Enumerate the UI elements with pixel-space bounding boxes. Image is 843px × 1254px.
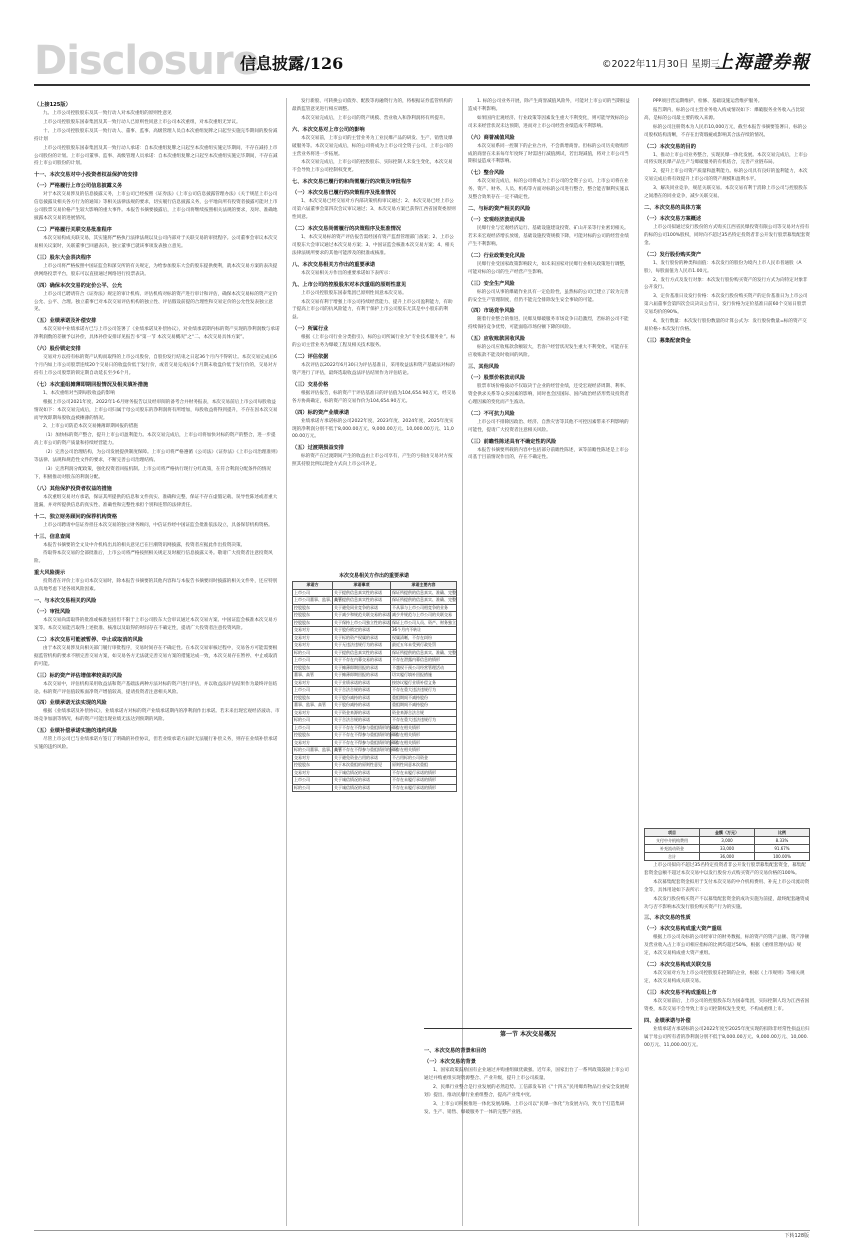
column-3 bbox=[468, 98, 632, 1023]
body-paragraph: 本次交易中，评估机构采用收益法和资产基础法两种方法对标的资产进行评估，并以收益法评估结果作为最终评估结论。标的资产评估值较账面净资产增值较高，提请投资者注意相关风险。 bbox=[34, 681, 278, 695]
section-subheading: （上接125版） bbox=[34, 102, 71, 108]
body-paragraph: 1. 标的公司业务开展，除产生商誉减值风险外，可能对上市公司的当期损益造成不利影响。 bbox=[468, 99, 630, 112]
table-row bbox=[293, 679, 457, 687]
section-subheading: （一）所属行业 bbox=[292, 326, 329, 333]
table-cell: 关于不存在不得参与重组情形的承诺 bbox=[334, 747, 398, 752]
table-row bbox=[293, 694, 457, 702]
masthead-rule bbox=[34, 84, 810, 86]
table-row bbox=[293, 672, 457, 680]
section-subheading: 四、业绩承诺与补偿 bbox=[644, 1017, 691, 1024]
table-cell: 上市公司 bbox=[293, 687, 333, 695]
table-header: 承诺方 bbox=[293, 582, 333, 590]
section-subheading: （一）股票价格波动风险 bbox=[468, 375, 526, 382]
section-subheading: （二）发行股份购买资产 bbox=[644, 251, 702, 258]
body-paragraph: 1、本次重组对当期每股收益的影响 bbox=[43, 390, 115, 396]
body-paragraph: 标的公司注册资本为人民币10,000万元，截至本报告书摘要签署日，标的公司股权结构清晰，不存在出资瑕疵或影响其合法存续的情况。 bbox=[644, 124, 807, 138]
table-cell: 补充流动资金 bbox=[645, 845, 700, 853]
body-paragraph: 民爆行业与宏观经济运行、基础设施建设投资、矿山开采等行业密切相关。若未来宏观经济增长放缓，基础设施投资规模下降，可能对标的公司的经营业绩产生不利影响。 bbox=[468, 226, 629, 247]
table-cell: 关于本次重组的原则性意见 bbox=[333, 762, 391, 770]
section-subheading: （五）业绩承诺及补偿安排 bbox=[34, 318, 97, 325]
table-cell: 控股股东 bbox=[293, 694, 333, 702]
column-2 bbox=[292, 98, 456, 568]
column-1 bbox=[34, 98, 280, 1226]
section-subheading: 十一、本次交易对中小投资者权益保护的安排 bbox=[34, 172, 138, 179]
body-paragraph: 根据上市公司2021年度、2022年1-6月财务报告以及经审阅的备考合并财务报表，本次交易前后上市公司每股收益情况如下：本次交易完成后，上市公司归属于母公司股东的净利润将有所增加，每股收益将得到提升，不存在因本次交易而导致即期每股收益被摊薄的情况。 bbox=[34, 399, 278, 421]
body-paragraph: 2、提升上市公司资产质量和盈利能力。标的公司具有良好的盈利能力，本次交易完成后将有效提升上市公司的资产规模和盈利水平。 bbox=[644, 169, 808, 183]
section-subheading: （三）安全生产风险 bbox=[468, 280, 515, 287]
body-paragraph: 由于本次交易涉及向相关部门履行审批程序，交易时间存在不确定性。在本次交易审核过程中，交易各方可能需要根据监管机构的要求不断完善交易方案，如交易各方无法就完善交易方案的措施达成一致，本次交易存在暂停、中止或取消的可能。 bbox=[34, 645, 278, 667]
table-row bbox=[293, 589, 457, 597]
section-subheading: （二）不可抗力风险 bbox=[468, 410, 515, 417]
section-subheading: （五）过渡期损益安排 bbox=[292, 445, 344, 452]
body-paragraph: 上市公司拟向不超过35名特定投资者非公开发行股票募集配套资金，募集配套资金总额不超过本次交易中以发行股份方式购买资产的交易价格的100%。 bbox=[644, 863, 806, 876]
table-cell: 支付中介机构费用 bbox=[645, 837, 700, 845]
body-paragraph: 本次交易完成后，上市公司的控股股东、实际控制人未发生变化，本次交易不会导致上市公司控制权变更。 bbox=[292, 160, 453, 174]
column-4 bbox=[644, 98, 810, 823]
body-paragraph: 根据《业绩承诺及补偿协议》，业绩承诺方对标的资产业绩承诺期内的净利润作出承诺。若未来出现宏观经济波动、市场竞争加剧等情况，标的资产可能出现业绩无法达到预期的风险。 bbox=[34, 709, 280, 723]
section-subheading: 九、上市公司的控股股东对本次重组的原则性意见 bbox=[292, 281, 407, 288]
table-cell: 控股股东 bbox=[293, 612, 333, 620]
table-row bbox=[293, 604, 457, 612]
table-cell: 合计 bbox=[645, 853, 700, 861]
body-paragraph: 本次交易中业绩承诺方已与上市公司签署了《业绩承诺及补偿协议》，对业绩承诺期内标的资产实现的净利润数与承诺净利润数的差额予以补偿，具体补偿安排详见报告书“第一节 本次交易概况”之“二、本次交易具体方案”。 bbox=[34, 327, 280, 341]
table-cell: 不存在未履行承诺的情形 bbox=[391, 769, 457, 777]
table-row bbox=[293, 597, 457, 605]
table-row bbox=[293, 769, 457, 777]
table-row bbox=[293, 709, 457, 717]
table-cell: 交易对方 bbox=[293, 739, 333, 747]
table-cell: 关于减少和规范关联交易的承诺 bbox=[334, 612, 390, 617]
table-cell: 保证所提供的信息真实、准确、完整 bbox=[392, 589, 456, 595]
body-paragraph: 2、上市公司防范本次交易摊薄即期回报的措施 bbox=[43, 424, 138, 430]
table-cell: 保证上市公司人员、资产、财务独立 bbox=[392, 619, 456, 625]
body-paragraph: 上市公司控股股东国泰集团已原则性同意本次交易。 bbox=[301, 290, 407, 296]
table-cell: 上市公司 bbox=[293, 589, 333, 597]
table-row bbox=[645, 837, 810, 845]
table-cell: 按协议履行业绩补偿义务 bbox=[391, 679, 457, 687]
body-paragraph: 3、上市公司积极推进一体化发展战略。上市公司以“民爆一体化”为发展方向，致力于打造集研发、生产、销售、爆破服务于一体的完整产业链。 bbox=[424, 1101, 625, 1115]
table-cell: 不占用标的公司资金 bbox=[391, 754, 457, 762]
table-cell: 保证所提供的信息真实、准确、完整 bbox=[392, 597, 456, 602]
section-subheading: （二）评估依据 bbox=[292, 354, 329, 361]
body-paragraph: 发行新股、可转换公司债券、配股等再融资行为的，将根据证券监管机构的最新监管意见进行相应调整。 bbox=[292, 99, 453, 112]
table-cell: 关于提供信息真实性的承诺 bbox=[333, 597, 391, 605]
table-cell: 资金来源合法合规 bbox=[391, 709, 457, 717]
table-cell: 不存在重大违法违规行为 bbox=[391, 717, 457, 725]
table-row bbox=[293, 732, 457, 740]
body-paragraph: 标的公司从事的爆破作业具有一定危险性，虽然标的公司已建立了较为完善的安全生产管理制度，但仍不能完全排除发生安全事故的可能。 bbox=[468, 289, 629, 303]
table-cell: 关于不存在内幕交易的承诺 bbox=[333, 657, 391, 665]
table-cell: 不越权干预公司经营管理活动 bbox=[391, 664, 457, 672]
table-header: 金额（万元） bbox=[700, 829, 755, 837]
body-paragraph: （3）完善利润分配政策，强化投资者回报机制。上市公司将严格执行现行分红政策，在符合利润分配条件的情况下，积极推动对股东的利润分配。 bbox=[34, 467, 272, 480]
body-paragraph: 待取得本次交易的全部批准后，上市公司将严格按照相关规定及时履行信息披露义务。敬请广大投资者注意投资风险。 bbox=[34, 551, 273, 565]
section-subheading: （六）股份锁定安排 bbox=[34, 346, 81, 353]
body-paragraph: 1、推动上市公司业务整合，实现民爆一体化发展。本次交易完成后，上市公司将实现民爆产品生产与爆破服务的有机结合，完善产业链布局。 bbox=[644, 152, 808, 166]
table-cell: 交易对方 bbox=[293, 754, 333, 762]
section-subheading: 一、与本次交易相关的风险 bbox=[34, 598, 97, 605]
table-cell: 不存在相关情形 bbox=[391, 724, 457, 732]
table-cell: 关于提供信息真实性的承诺 bbox=[333, 649, 391, 657]
table-header: 承诺事项 bbox=[333, 582, 391, 590]
section-subheading: （三）标的资产评估增值率较高的风险 bbox=[34, 672, 123, 679]
body-paragraph: 本次交易对方为上市公司控股股东控制的企业，根据《上市规则》等相关规定，本次交易构成关联交易。 bbox=[644, 971, 805, 985]
body-paragraph: 对于本次交易涉及的信息披露义务，上市公司已经按照《证券法》《上市公司信息披露管理办法》《关于规范上市公司信息披露及相关各方行为的通知》等相关法律法规的要求，切实履行信息披露义务，公平地向所有投资者披露可能对上市公司股票交易价格产生较大影响的重大事件。本报告书摘要披露后，上市公司将继续按照相关法规的要求，及时、准确地披露本次交易的进展情况。 bbox=[34, 192, 278, 222]
section-subheading: 十二、独立财务顾问的保荐机构资格 bbox=[34, 513, 118, 520]
section-subheading: 三、其他风险 bbox=[468, 364, 500, 371]
body-paragraph: 本次交易完成后，上市公司的资产规模、营业收入和净利润将有所提升。 bbox=[301, 115, 449, 121]
table-cell: 不存在相关情形 bbox=[391, 739, 457, 747]
section-subheading: （二）本次交易可能被暂停、中止或取消的风险 bbox=[34, 636, 143, 643]
section-subheading: （五）业绩补偿承诺实施的违约风险 bbox=[34, 728, 118, 735]
body-paragraph: 根据《上市公司行业分类指引》，标的公司所属行业为“专业技术服务业”。标的公司主营业务为爆破工程及相关技术服务。 bbox=[292, 335, 456, 349]
table-cell: 关于资金来源的承诺 bbox=[333, 709, 391, 717]
body-paragraph: 投资者在评价上市公司本次交易时，除本报告书摘要的其他内容和与本报告书摘要同时披露的相关文件外，还应特别认真地考虑下述各项风险因素。 bbox=[34, 579, 278, 593]
table-cell: 91.67% bbox=[755, 845, 810, 853]
table-cell: 董事、高管 bbox=[293, 672, 333, 680]
body-paragraph: 上市公司聘请中信证券担任本次交易的独立财务顾问，中信证券经中国证监会批准依法设立，具备保荐机构资格。 bbox=[43, 522, 273, 528]
section-rule bbox=[424, 1028, 632, 1029]
table-cell: 标的公司 bbox=[293, 784, 333, 792]
table-cell: 交易对方 bbox=[293, 627, 333, 635]
body-paragraph: 本次交易系同一控制下的企业合并，不会新增商誉。但标的公司历史收购形成的商誉在未来每年年度终了时需进行减值测试，若出现减值，将对上市公司当期损益造成不利影响。 bbox=[468, 143, 629, 165]
table-cell: 关于股份减持的承诺 bbox=[333, 702, 391, 710]
section-subheading: （一）本次交易的背景 bbox=[424, 1059, 476, 1065]
section-subheading: 八、本次交易相关方作出的重要承诺 bbox=[292, 261, 376, 268]
table-row bbox=[293, 762, 457, 770]
body-paragraph: 本次交易前后，上市公司的控股股东均为国泰集团，实际控制人均为江西省国资委，本次交易不会导致上市公司控制权发生变更，不构成重组上市。 bbox=[644, 998, 810, 1012]
table-cell: 关于合法合规的承诺 bbox=[333, 717, 391, 725]
table-cell: 控股股东 bbox=[293, 732, 333, 740]
table-cell: 上市公司 bbox=[293, 777, 333, 785]
section-subheading: （三）前瞻性陈述具有不确定性的风险 bbox=[468, 438, 557, 445]
section-subheading: （二）本次交易构成关联交易 bbox=[644, 962, 712, 969]
table-cell: 标的公司董事、监事、高管 bbox=[294, 747, 342, 752]
table-cell: 控股股东 bbox=[293, 762, 333, 770]
table-cell: 3,000 bbox=[700, 837, 755, 845]
table-cell: 交易对方 bbox=[293, 634, 333, 642]
table-cell: 减少并规范与上市公司的关联交易 bbox=[391, 612, 457, 620]
section-subheading: （三）交易价格 bbox=[292, 381, 329, 388]
table-cell: 关于业绩承诺的承诺 bbox=[333, 679, 391, 687]
table-cell: 控股股东 bbox=[293, 604, 333, 612]
table-cell: 交易对方 bbox=[293, 679, 333, 687]
masthead bbox=[34, 40, 810, 84]
table-row bbox=[293, 777, 457, 785]
table-row bbox=[293, 634, 457, 642]
fund-use-table-block bbox=[644, 828, 810, 861]
section-subheading: （一）严格履行上市公司信息披露义务 bbox=[34, 183, 123, 190]
body-paragraph: 民爆行业受国家政策影响较大，如未来国家对民爆行业相关政策进行调整，可能对标的公司的生产经营产生影响。 bbox=[468, 261, 629, 275]
table-cell: 交易对方 bbox=[293, 642, 333, 650]
section-heading: 第一节 本次交易概况 bbox=[499, 1031, 557, 1038]
table-row bbox=[293, 642, 457, 650]
table-cell: 交易对方 bbox=[293, 709, 333, 717]
table-cell: 不存在重大违法违规行为 bbox=[391, 687, 457, 695]
body-paragraph: 上市公司已聘请符合《证券法》规定的审计机构、评估机构对标的资产进行审计和评估，确保本次交易标的资产定价公允、公平、合理。独立董事已对本次交易评估机构的独立性、评估假设前提的合理性和交易定价的公允性发表独立意见。 bbox=[34, 291, 278, 313]
table-cell: 不存在泄露内幕信息的情形 bbox=[391, 657, 457, 665]
table-cell: 董事、监事、高管 bbox=[293, 702, 333, 710]
footer-rule bbox=[34, 1230, 810, 1231]
section-subheading: 二、与标的资产相关的风险 bbox=[468, 206, 531, 213]
table-cell: 重组期间不减持股份 bbox=[391, 694, 457, 702]
table-cell: 关于合法合规的承诺 bbox=[333, 687, 391, 695]
table-cell: 最近五年未受到行政处罚 bbox=[391, 642, 457, 650]
section-subheading: 一、本次交易的背景和目的 bbox=[424, 1048, 487, 1054]
table-header: 项目 bbox=[645, 829, 700, 837]
body-paragraph: 本次交易构成关联交易，其实施将严格执行法律法规以及公司内部对于关联交易的审批程序。公司董事会审议本次交易相关议案时，关联董事已回避表决，独立董事已就该事项发表独立意见。 bbox=[34, 235, 278, 249]
body-paragraph: 本次交易相关方作出的重要承诺如下表所示： bbox=[301, 270, 393, 276]
column-divider bbox=[286, 98, 287, 1226]
section-subheading: （二）本次交易的目的 bbox=[644, 143, 696, 150]
table-row bbox=[293, 754, 457, 762]
section-subheading: （一）本次交易已履行的决策程序及批准情况 bbox=[292, 190, 396, 197]
table-row bbox=[293, 619, 457, 627]
section-subheading: （二）严格履行关联交易批准程序 bbox=[34, 226, 112, 233]
section-subheading: 二、本次交易的具体方案 bbox=[644, 204, 702, 211]
table-cell: 原则性同意本次重组 bbox=[391, 762, 457, 770]
table-row bbox=[293, 657, 457, 665]
section-subheading: （二）本次交易尚需履行的决策程序及批准情况 bbox=[292, 225, 401, 232]
section-title: 信息披露/126 bbox=[240, 54, 344, 73]
table-row bbox=[293, 739, 457, 747]
table-cell: 控股股东 bbox=[293, 619, 333, 627]
table-row bbox=[293, 649, 457, 657]
table-row bbox=[293, 687, 457, 695]
body-paragraph: 3、解决同业竞争，规范关联交易。本次交易有利于消除上市公司与控股股东之间潜在的同业竞争，减少关联交易。 bbox=[644, 186, 808, 200]
table-cell: 关于不存在不得参与重组情形的承诺 bbox=[334, 739, 398, 745]
table-cell: 关于标的资产权属的承诺 bbox=[333, 634, 391, 642]
section-subheading: （一）本次交易方案概述 bbox=[644, 215, 702, 222]
section-subheading: （六）商誉减值风险 bbox=[468, 134, 515, 141]
table-cell: 关于不存在不得参与重组情形的承诺 bbox=[334, 732, 398, 737]
table-cell: 36个月内不转让 bbox=[391, 627, 457, 635]
table-cell: 切实履行填补回报措施 bbox=[391, 672, 457, 680]
table-cell: 重组期间不减持股份 bbox=[391, 702, 457, 710]
column-4-lower bbox=[644, 862, 810, 1226]
table-cell: 关于诚信情况的承诺 bbox=[333, 784, 391, 792]
body-paragraph: 本次交易前，上市公司的主营业务为工业民爆产品的研发、生产、销售及爆破服务等。本次交易完成后，标的公司将成为上市公司全资子公司，上市公司的主营业务将进一步拓展。 bbox=[292, 135, 453, 157]
body-paragraph: 2、民爆行业整合是行业发展的必然趋势。工信部发布的《“十四五”民用爆炸物品行业安全发展规划》提出，推动民爆行业重组整合，提高产业集中度。 bbox=[424, 1084, 630, 1098]
table-cell: 关于提供信息真实性的承诺 bbox=[333, 589, 391, 597]
body-paragraph: 尽管上市公司已与业绩承诺方签订了明确的补偿协议，但若业绩承诺方届时无法履行补偿义务，则存在业绩补偿承诺实施的违约风险。 bbox=[34, 737, 278, 751]
table-cell: 关于摊薄即期回报的承诺 bbox=[333, 664, 391, 672]
section-subheading: 重大风险提示 bbox=[34, 570, 66, 577]
body-paragraph: PPP项目营运期维护、检修、基础设施运营维护服务。 bbox=[653, 99, 763, 104]
section-subheading: 六、本次交易对上市公司的影响 bbox=[292, 126, 365, 133]
body-paragraph: 本次发行股份购买资产不以募集配套资金的成功实施为前提，最终配套融资成功与否不影响本次发行股份购买资产行为的实施。 bbox=[644, 896, 810, 910]
table-cell: 8.33% bbox=[755, 837, 810, 845]
table-cell: 关于无违法违规行为的承诺 bbox=[333, 642, 391, 650]
section-subheading: （七）整合风险 bbox=[468, 170, 505, 177]
table-cell: 关于不存在不得参与重组情形的承诺 bbox=[334, 724, 398, 730]
section-subheading: （二）行业政策变化风险 bbox=[468, 252, 526, 259]
section-subheading: （四）标的资产业绩承诺 bbox=[292, 409, 350, 416]
body-paragraph: 2、发行方式及发行对象：本次发行股份购买资产的发行方式为向特定对象非公开发行。 bbox=[644, 277, 808, 291]
section-subheading: （四）市场竞争风险 bbox=[468, 308, 515, 315]
table-cell: 标的公司 bbox=[293, 717, 333, 725]
table-cell: 保证所提供的信息真实、准确、完整 bbox=[392, 649, 456, 655]
body-paragraph: 根据上市公司及标的公司经审计的财务数据，标的资产的资产总额、资产净额及营业收入占上市公司相应指标的比例均超过50%，根据《重组管理办法》规定，本次交易构成重大资产重组。 bbox=[644, 935, 810, 957]
table-cell: 关于诚信情况的承诺 bbox=[333, 777, 391, 785]
body-paragraph: 业绩承诺方承诺标的公司2022年度至2025年度实现的扣除非经常性损益后归属于母公司所有者的净利润分别不低于8,000.00万元、9,000.00万元、10,000.00万元、11,000.00万元。 bbox=[644, 1026, 810, 1048]
body-paragraph: 本报告书摘要的全文及中介机构出具的相关意见已在巨潮资讯网披露，投资者应据此作出投资决策。 bbox=[43, 542, 246, 548]
table-row bbox=[293, 664, 457, 672]
body-paragraph: 上市公司不排除因政治、经济、自然灾害等其他不可控因素带来不利影响的可能性，提请广大投资者注意相关风险。 bbox=[468, 419, 629, 433]
body-paragraph: 上市公司拟通过发行股份的方式购买江西省民爆投资有限公司等交易对方持有的标的公司100%股权，同时向不超过35名特定投资者非公开发行股票募集配套资金。 bbox=[644, 224, 810, 246]
body-paragraph: 本次交易有利于增强上市公司持续经营能力、提升上市公司盈利能力，有助于提高上市公司的抗风险能力，有利于保护上市公司股东尤其是中小股东的利益。 bbox=[292, 299, 453, 321]
table-cell: 关于避免同业竞争的承诺 bbox=[333, 604, 391, 612]
section-subheading: 三、本次交易的性质 bbox=[644, 915, 691, 922]
table-cell: 关于摊薄即期回报的承诺 bbox=[333, 672, 391, 680]
body-paragraph: 本次募集配套资金拟用于支付本次交易的中介机构费用、补充上市公司流动资金等，具体用途如下表所示： bbox=[644, 879, 810, 893]
table-cell: 不存在未履行承诺的情形 bbox=[391, 784, 457, 792]
table-cell: 权属清晰，不存在纠纷 bbox=[391, 634, 457, 642]
table-cell: 关于保持上市公司独立性的承诺 bbox=[334, 619, 390, 625]
table-cell: 不存在相关情形 bbox=[391, 732, 457, 740]
body-paragraph: 3、定价基准日及发行价格：本次发行股份购买资产的定价基准日为上市公司第六届董事会第四次会议决议公告日，发行价格为定价基准日前60个交易日股票交易均价的90%。 bbox=[644, 294, 808, 316]
table-cell: 控股股东 bbox=[293, 664, 333, 672]
table-cell: 标的公司 bbox=[293, 649, 333, 657]
newspaper-name: 上海證券報 bbox=[715, 52, 810, 73]
table-header: 比例 bbox=[755, 829, 810, 837]
body-paragraph: 标的公司应收账款余额较大，若客户经营状况发生重大不利变化，可能存在应收账款不能及时收回的风险。 bbox=[468, 345, 629, 359]
section-subheading: （八）其他保护投资者权益的措施 bbox=[34, 485, 112, 492]
table-header: 承诺主要内容 bbox=[391, 582, 457, 590]
section-subheading: （四）确保本次交易的定价公平、公允 bbox=[34, 282, 123, 289]
section-subheading: （五）应收账款回收风险 bbox=[468, 336, 526, 343]
table-title: 本次交易相关方作出的重要承诺 bbox=[338, 573, 409, 579]
table-cell: 上市公司 bbox=[293, 657, 333, 665]
section-subheading: 十三、信息查阅 bbox=[34, 533, 71, 540]
table-cell: 33,000 bbox=[700, 845, 755, 853]
body-paragraph: 本次评估以2022年6月30日为评估基准日，采用收益法和资产基础法对标的资产进行了评估，最终选取收益法评估结果作为评估结论。 bbox=[292, 363, 455, 376]
section-subheading: （一）宏观经济波动风险 bbox=[468, 217, 526, 224]
table-row bbox=[293, 724, 457, 732]
section-subheading: （三）本次交易不构成重组上市 bbox=[644, 989, 717, 996]
body-paragraph: 上市公司控股股东国泰集团及其一致行动人已原则性同意上市公司本次重组，对本次重组无异议。 bbox=[43, 119, 241, 125]
table-row bbox=[293, 612, 457, 620]
table-row bbox=[293, 717, 457, 725]
table-cell: 36,000 bbox=[700, 853, 755, 861]
body-paragraph: 如果国内宏观经济、行业政策等因素发生重大不利变化，则可能导致标的公司未来经营状况未达预期，进而对上市公司经营业绩造成不利影响。 bbox=[468, 115, 629, 129]
section-subheading: （四）业绩承诺无法实现的风险 bbox=[34, 700, 107, 707]
body-paragraph: 十、上市公司控股股东及其一致行动人、董事、监事、高级管理人员自本次重组复牌之日起至实施完毕期间的股份减持计划 bbox=[34, 128, 278, 142]
table-cell: 关于股份减持的承诺 bbox=[333, 694, 391, 702]
table-row bbox=[293, 784, 457, 792]
body-paragraph: 报告期内，标的公司主营业务收入构成情况如下：爆破服务业务收入占比较高，是标的公司最主要的收入来源。 bbox=[644, 107, 805, 121]
section-subheading: 七、本次交易已履行的和尚需履行的决策及审批程序 bbox=[292, 179, 412, 186]
section-subheading: （七）本次重组摊薄即期回报情况及相关填补措施 bbox=[34, 381, 149, 388]
column-divider bbox=[638, 98, 639, 1226]
body-paragraph: 上市公司控股股东国泰集团及其一致行动人承诺：自本次重组复牌之日起至本次重组实施完毕期间，不存在减持上市公司股份的计划。上市公司董事、监事、高级管理人员承诺：自本次重组复牌之日起至本次重组实施完毕期间，不存在减持上市公司股份的计划。 bbox=[34, 145, 278, 167]
column-3-bottom bbox=[424, 1044, 632, 1226]
section-subheading: （三）股东大会表决程序 bbox=[34, 254, 92, 261]
table-row bbox=[645, 853, 810, 861]
table-row bbox=[293, 702, 457, 710]
body-paragraph: 九、上市公司控股股东及其一致行动人对本次重组的原则性意见 bbox=[43, 111, 172, 116]
fund-use-table bbox=[644, 828, 810, 861]
body-paragraph: 交易对方以持有标的资产认购而取得的上市公司股份，自股份发行结束之日起36个月内不得转让。本次交易完成后6个月内如上市公司股票连续20个交易日的收盘价低于发行价，或者交易完成后6个月期末收盘价低于发行价的，交易对方持有上市公司股票的锁定期自动延长至少6个月。 bbox=[34, 355, 278, 376]
table-cell: 100.00% bbox=[755, 853, 810, 861]
body-paragraph: 1、国家政策鼓励国有企业通过并购重组做优做强。近年来，国家出台了一系列政策鼓励上市公司通过并购重组实现资源整合、产业升级，提升上市公司质量。 bbox=[424, 1068, 629, 1081]
brand-logo: Disclosure bbox=[34, 38, 259, 84]
table-row bbox=[293, 747, 457, 755]
section-subheading: （一）审批风险 bbox=[34, 609, 71, 616]
body-paragraph: 上市公司将严格按照中国证监会和深交所的有关规定，为给参加股东大会的股东提供便利，就本次交易方案的表决提供网络投票平台，股东可以直接通过网络进行投票表决。 bbox=[34, 263, 278, 277]
page-continuation: 下转128版 bbox=[784, 1233, 809, 1239]
body-paragraph: （2）完善公司治理结构，为公司发展提供制度保障。上市公司将严格遵循《公司法》《证券法》《上市公司治理准则》等法律、法规和规范性文件的要求，不断完善公司治理结构。 bbox=[34, 450, 278, 464]
body-paragraph: 1、本次交易已经交易对方内部决策机构审议通过；2、本次交易已经上市公司第六届董事会第四次会议审议通过；3、本次交易方案已获得江西省国资委原则性同意。 bbox=[292, 199, 456, 221]
issue-date: ©2022年11月30日 星期三 bbox=[602, 59, 720, 70]
body-paragraph: 标的资产在过渡期间产生的收益由上市公司享有，产生的亏损由交易对方按照其持股比例以现金方式向上市公司补足。 bbox=[292, 454, 453, 468]
body-paragraph: 本次交易完成后，标的公司将成为上市公司的全资子公司。上市公司将在业务、资产、财务、人员、机构等方面对标的公司进行整合，整合能否顺利实施以及整合效果存在一定不确定性。 bbox=[468, 179, 629, 201]
table-row bbox=[645, 845, 810, 853]
table-cell: 不存在未履行承诺的情形 bbox=[391, 777, 457, 785]
body-paragraph: 根据评估报告，标的资产于评估基准日的评估值为104,654.90万元，经交易各方协商确定，标的资产的交易作价为104,654.90万元。 bbox=[292, 390, 456, 404]
body-paragraph: 1、本次交易标的资产评估报告需经国有资产监督管理部门备案；2、上市公司股东大会审议通过本次交易方案；3、中国证监会核准本次交易方案；4、相关法律法规所要求的其他可能涉及的批准或核准。 bbox=[292, 234, 455, 256]
table-cell: 交易对方 bbox=[293, 769, 333, 777]
body-paragraph: （1）加快标的资产整合，提升上市公司盈利能力。本次交易完成后，上市公司将加快对标的资产的整合，进一步提高上市公司的资产质量和持续经营能力。 bbox=[34, 433, 276, 447]
body-paragraph: 本次重组交易对方承诺，保证其所提供的信息和文件真实、准确和完整，保证不存在虚假记载、误导性陈述或者重大遗漏，并对所提供信息的真实性、准确性和完整性承担个别和连带的法律责任。 bbox=[34, 494, 278, 508]
body-paragraph: 随着行业整合的推进，民爆及爆破服务市场竞争日趋激烈，若标的公司不能持续保持竞争优势，可能面临市场份额下降的风险。 bbox=[468, 317, 629, 331]
table-cell: 关于诚信情况的承诺 bbox=[333, 769, 391, 777]
body-paragraph: 本报告书摘要所载的内容中包括部分前瞻性陈述，该等前瞻性陈述是上市公司基于目前情况作出的，存在不确定性。 bbox=[468, 447, 629, 461]
commitments-table bbox=[292, 581, 457, 792]
table-cell: 关于股份锁定的承诺 bbox=[333, 627, 391, 635]
body-paragraph: 1、发行股份的种类和面值：本次发行的股份为境内上市人民币普通股（A股），每股面值为人民币1.00元。 bbox=[644, 260, 802, 274]
table-cell: 上市公司 bbox=[293, 724, 333, 732]
body-paragraph: 本次交易尚需取得的批准或核准包括但不限于上市公司股东大会审议通过本次交易方案、中国证监会核准本次交易方案等。本次交易能否取得上述批准、核准以及取得的时间存在不确定性，提请广大投资者注意投资风险。 bbox=[34, 618, 278, 631]
table-cell: 关于避免资金占用的承诺 bbox=[333, 754, 391, 762]
commitments-table-block bbox=[292, 572, 456, 792]
body-paragraph: 股票市场价格波动不仅取决于企业的经营业绩，还受宏观经济周期、利率、资金供求关系等众多因素的影响，同时也会因国际、国内政治经济形势及投资者心理因素的变化而产生波动。 bbox=[468, 384, 629, 405]
section-subheading: （一）本次交易构成重大资产重组 bbox=[644, 926, 722, 933]
table-row bbox=[293, 627, 457, 635]
body-paragraph: 业绩承诺方承诺标的公司2022年度、2023年度、2024年度、2025年度实现的净利润分别不低于8,000.00万元、9,000.00万元、10,000.00万元、11,000.00万元。 bbox=[292, 418, 454, 440]
table-cell: 不存在相关情形 bbox=[391, 747, 457, 755]
body-paragraph: 4、发行数量：本次发行股份数量的计算公式为：发行股份数量=标的资产交易价格÷本次发行价格。 bbox=[644, 319, 807, 332]
section-subheading: （三）募集配套资金 bbox=[644, 337, 691, 344]
table-cell: 上市公司董事、监事、高管 bbox=[294, 597, 342, 602]
table-cell: 不从事与上市公司相竞争的业务 bbox=[391, 604, 457, 612]
